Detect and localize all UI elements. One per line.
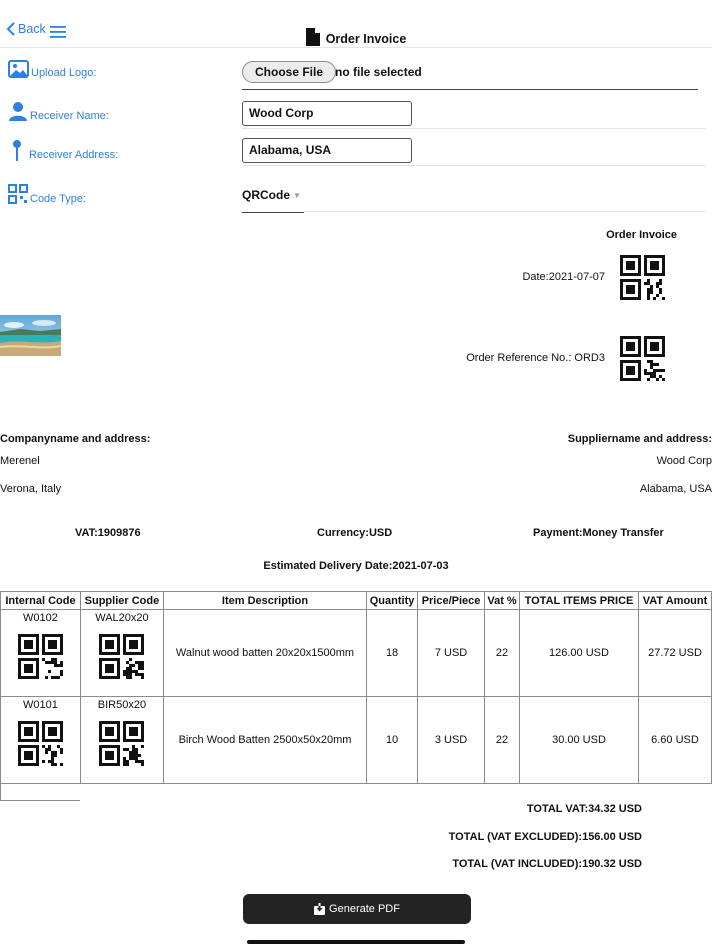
internal-code-cell: W0102 [1, 610, 81, 697]
table-empty-row [1, 784, 712, 801]
image-icon [8, 60, 29, 78]
table-row [1, 697, 712, 784]
column-header: Quantity [367, 592, 418, 610]
internal-code-cell: W0101 [1, 697, 81, 784]
supplier-heading: Suppliername and address: [567, 433, 712, 445]
supplier-name: Wood Corp [656, 455, 712, 467]
order-qr-code [620, 336, 665, 381]
total-vat-included: TOTAL (VAT INCLUDED):190.32 USD [452, 858, 642, 870]
code-type-select[interactable]: QRCode ▼ [242, 188, 304, 213]
order-reference: Order Reference No.: ORD3 [466, 352, 605, 364]
home-indicator[interactable] [247, 940, 465, 944]
table-header-row [1, 592, 712, 610]
divider [242, 128, 706, 129]
logo-image [0, 315, 61, 356]
receiver-name-input[interactable]: Wood Corp [242, 101, 412, 126]
upload-logo-label: Upload Logo: [8, 60, 96, 78]
caret-down-icon: ▼ [293, 191, 301, 200]
currency: Currency:USD [317, 527, 393, 539]
page-title [0, 28, 712, 46]
page-title-text: Order Invoice [325, 32, 407, 46]
internal-code-qr [18, 634, 63, 679]
description-cell: Birch Wood Batten 2500x50x20mm [163, 697, 366, 784]
column-header: TOTAL ITEMS PRICE [520, 592, 639, 610]
date-qr-code [620, 255, 665, 300]
column-header: Item Description [163, 592, 366, 610]
price-cell: 7 USD [418, 610, 485, 697]
person-icon [8, 101, 28, 121]
back-label: Back [18, 22, 46, 36]
payment-method: Payment:Money Transfer [533, 527, 664, 539]
download-icon [314, 903, 325, 915]
total-vat: TOTAL VAT:34.32 USD [526, 803, 642, 815]
description-cell: Walnut wood batten 20x20x1500mm [163, 610, 366, 697]
company-address: Verona, Italy [0, 483, 62, 495]
column-header: Vat % [485, 592, 520, 610]
total-price-cell: 126.00 USD [520, 610, 639, 697]
quantity-cell: 10 [367, 697, 418, 784]
quantity-cell: 18 [367, 610, 418, 697]
receiver-address-label: Receiver Address: [12, 140, 118, 162]
supplier-code-cell: BIR50x20 [80, 697, 163, 784]
company-name: Merenel [0, 455, 40, 467]
vat-percent-cell: 22 [485, 610, 520, 697]
price-cell: 3 USD [418, 697, 485, 784]
vat-percent-cell: 22 [485, 697, 520, 784]
column-header: Price/Piece [418, 592, 485, 610]
column-header: VAT Amount [638, 592, 711, 610]
invoice-date: Date:2021-07-07 [522, 271, 605, 283]
code-type-label: Code Type: [8, 184, 86, 204]
column-header: Internal Code [1, 592, 81, 610]
receiver-address-input[interactable]: Alabama, USA [242, 138, 412, 163]
column-header: Supplier Code [80, 592, 163, 610]
delivery-date: Estimated Delivery Date:2021-07-03 [263, 560, 449, 572]
items-table [0, 591, 712, 801]
total-price-cell: 30.00 USD [520, 697, 639, 784]
invoice-heading: Order Invoice [606, 229, 677, 241]
receiver-name-label: Receiver Name: [8, 101, 109, 121]
document-icon [306, 28, 320, 46]
total-vat-excluded: TOTAL (VAT EXCLUDED):156.00 USD [448, 831, 642, 843]
company-heading: Companyname and address: [0, 433, 151, 445]
file-status: no file selected [335, 65, 422, 79]
internal-code-qr [18, 721, 63, 766]
header-divider [0, 47, 712, 48]
vat-amount-cell: 6.60 USD [638, 697, 711, 784]
table-row [1, 610, 712, 697]
vat-number: VAT:1909876 [75, 527, 141, 539]
qr-code-icon [8, 184, 28, 204]
divider [242, 165, 706, 166]
supplier-code-qr [99, 721, 144, 766]
choose-file-button[interactable]: Choose File [242, 61, 336, 83]
supplier-address: Alabama, USA [639, 483, 712, 495]
supplier-code-cell: WAL20x20 [80, 610, 163, 697]
file-underline [242, 89, 698, 90]
generate-pdf-button[interactable]: Generate PDF [243, 894, 471, 924]
pin-icon [12, 140, 22, 162]
supplier-code-qr [99, 634, 144, 679]
divider [304, 211, 706, 212]
vat-amount-cell: 27.72 USD [638, 610, 711, 697]
